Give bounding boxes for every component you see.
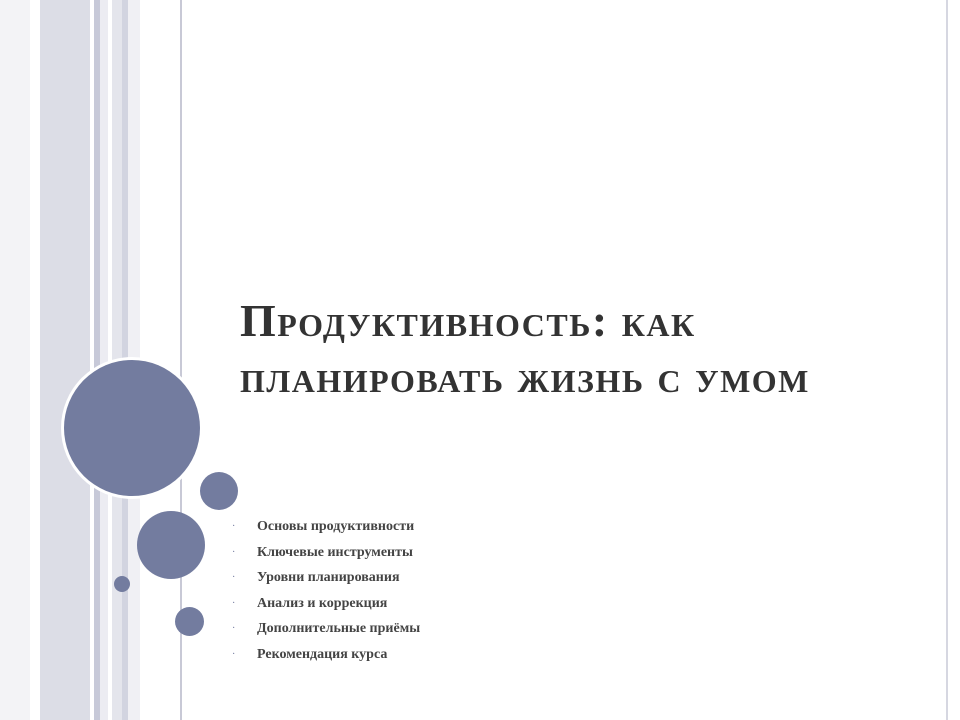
bullet-marker-icon: · — [232, 546, 236, 558]
bullet-marker-icon: · — [232, 521, 236, 532]
bullet-text: Рекомендация курса — [257, 646, 388, 662]
decorative-circle-large — [64, 360, 200, 496]
decorative-circle-tiny — [114, 576, 130, 592]
decorative-stripe — [100, 0, 108, 720]
bullet-text: Ключевые инструменты — [257, 544, 413, 560]
decorative-stripe — [30, 0, 40, 720]
right-border-frame — [946, 0, 960, 720]
slide-title: Продуктивность: как планировать жизнь с умом — [240, 295, 810, 402]
bullet-text: Уровни планирования — [257, 570, 400, 586]
decorative-circle-small — [175, 607, 204, 636]
bullet-text: Анализ и коррекция — [257, 595, 388, 611]
bullet-text: Основы продуктивности — [257, 519, 415, 534]
decorative-circle-medium — [137, 511, 205, 579]
decorative-stripe — [40, 0, 90, 720]
bullet-marker-icon: · — [232, 597, 236, 609]
decorative-stripe — [0, 0, 30, 720]
bullet-marker-icon: · — [232, 572, 236, 584]
decorative-circle-small — [200, 472, 238, 510]
bullet-marker-icon: · — [232, 648, 236, 660]
bullet-text: Дополнительные приёмы — [257, 621, 421, 637]
bullet-marker-icon: · — [232, 623, 236, 635]
